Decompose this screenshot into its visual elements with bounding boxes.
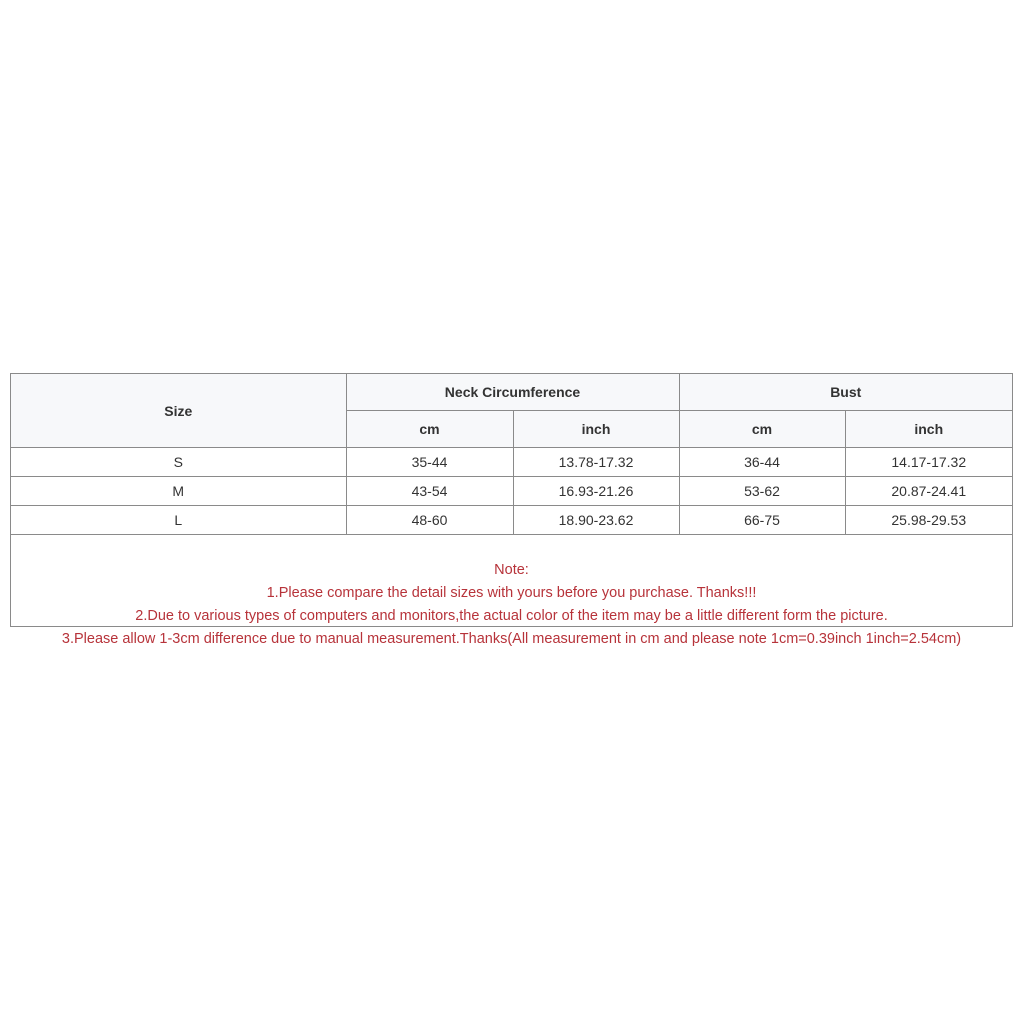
bust-cm-header: cm [679,411,845,448]
neck-cm-header: cm [346,411,513,448]
bust-cm-cell: 66-75 [679,506,845,535]
note-line-1: 1.Please compare the detail sizes with yours before you purchase. Thanks!!! [266,585,757,601]
bust-inch-cell: 14.17-17.32 [845,448,1012,477]
neck-cm-cell: 48-60 [346,506,513,535]
neck-inch-header: inch [513,411,679,448]
notes-section [11,535,1012,647]
notes-title: Note: [494,562,529,578]
bust-inch-header: inch [845,411,1012,448]
bust-header: Bust [679,374,1012,411]
table-row [11,477,1012,506]
neck-cm-cell: 35-44 [346,448,513,477]
note-line-2: 2.Due to various types of computers and monitors,the actual color of the item may be a little different form the picture. [135,608,888,624]
size-table [11,374,1012,535]
size-column-header: Size [11,374,346,448]
bust-inch-cell: 20.87-24.41 [845,477,1012,506]
size-cell: M [11,477,346,506]
size-cell: L [11,506,346,535]
bust-cm-cell: 36-44 [679,448,845,477]
neck-inch-cell: 13.78-17.32 [513,448,679,477]
neck-circumference-header: Neck Circumference [346,374,679,411]
neck-cm-cell: 43-54 [346,477,513,506]
neck-inch-cell: 16.93-21.26 [513,477,679,506]
size-cell: S [11,448,346,477]
table-row [11,448,1012,477]
note-line-3: 3.Please allow 1-3cm difference due to manual measurement.Thanks(All measurement in cm and please note 1cm=0.39inch 1inch=2.54cm) [61,631,962,647]
neck-inch-cell: 18.90-23.62 [513,506,679,535]
bust-cm-cell: 53-62 [679,477,845,506]
table-row [11,506,1012,535]
size-chart [10,373,1013,647]
bust-inch-cell: 25.98-29.53 [845,506,1012,535]
